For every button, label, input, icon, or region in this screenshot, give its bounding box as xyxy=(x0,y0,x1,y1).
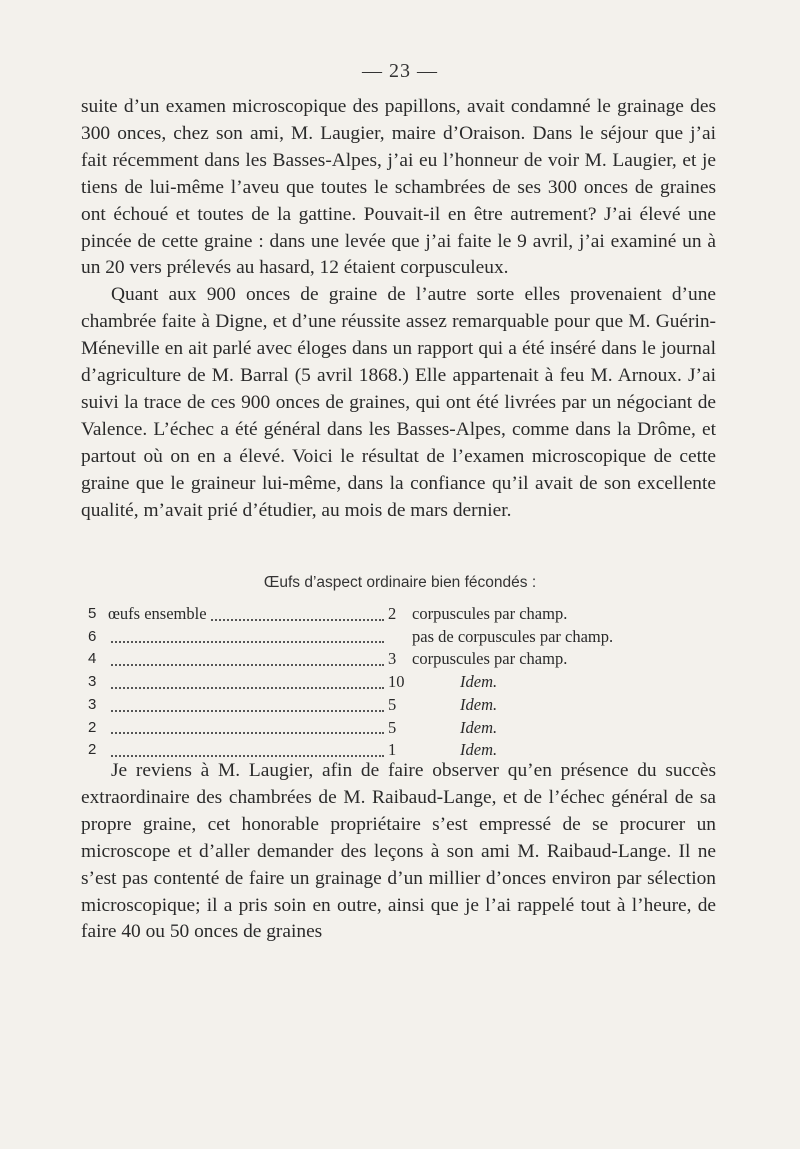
corpuscle-number: 1 xyxy=(388,740,397,760)
row-leader xyxy=(108,671,388,694)
row-label xyxy=(108,649,110,668)
row-leader xyxy=(108,717,388,740)
corpuscle-number xyxy=(388,626,412,649)
paragraph-1: suite d’un examen microscopique des papillons, avait condamné le grainage des 300 onces, chez son ami, M. Laugier, maire d’Oraison. Dans le séjour que j’ai fait récemment dans les Basses-Alpes, j’ai eu l’honneur de voir M. Laugier, et je tiens de lui-même l’aveu que toutes le schambrées de ses 300 onces de graines ont échoué et toutes de la gattine. Pouvait-il en être autrement? J’ai élevé une pincée de cette graine : dans une levée que j’ai faite le 9 avril, j’ai examiné un à un 20 vers prélevés au hasard, 12 étaient corpusculeux. xyxy=(81,96,716,279)
table-row xyxy=(88,694,728,717)
corpuscle-number: 5 xyxy=(388,717,397,737)
egg-count: 2 xyxy=(88,741,97,759)
row-result: Idem. xyxy=(460,717,498,737)
egg-count: 4 xyxy=(88,650,97,668)
row-result: Idem. xyxy=(460,694,498,714)
row-label xyxy=(108,672,110,691)
paragraph-2: Quant aux 900 onces de graine de l’autre sorte elles provenaient d’une chambrée faite à Digne, et d’une réussite assez remarquable pour que M. Guérin-Méneville en ait parlé avec éloges dans un rapport qui a été inséré dans le journal d’agriculture de M. Barral (5 avril 1868.) Elle appartenait à feu M. Arnoux. J’ai suivi la trace de ces 900 onces de graines, qui ont été livrées par un négociant de Valence. L’échec a été général dans les Basses-Alpes, comme dans la Drôme, et partout où on en a élevé. Voici le résultat de l’examen microscopique de cette graine que le graineur lui-même, dans la confiance qu’il avait de son excellente qualité, m’avait prié d’étudier, au mois de mars dernier. xyxy=(81,284,716,521)
row-label: œufs ensemble xyxy=(108,604,207,623)
closing-text xyxy=(81,758,716,946)
row-result: Idem. xyxy=(460,672,498,692)
row-leader xyxy=(108,694,388,717)
egg-count: 3 xyxy=(88,695,97,713)
corpuscle-number: 5 xyxy=(388,694,397,714)
body-text xyxy=(81,94,716,525)
table-row xyxy=(88,648,728,671)
row-leader xyxy=(108,648,388,671)
page-number: — 23 — xyxy=(362,60,438,82)
egg-count: 2 xyxy=(88,718,97,736)
table-row xyxy=(88,717,728,740)
row-leader xyxy=(108,603,388,626)
row-label xyxy=(108,718,110,737)
egg-count: 6 xyxy=(88,627,97,645)
row-result: pas de corpuscules par champ. xyxy=(412,626,614,646)
egg-count: 5 xyxy=(88,605,97,622)
row-label xyxy=(108,627,110,646)
row-leader xyxy=(108,626,388,649)
corpuscle-number: 2 xyxy=(388,604,397,623)
row-result: corpuscules par champ. xyxy=(412,649,568,669)
table-row xyxy=(88,626,728,649)
paragraph-3: Je reviens à M. Laugier, afin de faire observer qu’en présence du succès extraordinaire des chambrées de M. Raibaud-Lange, et de l’échec général de sa propre graine, cet honorable propriétaire s’est empressé de se procurer un microscope et d’aller demander des leçons à son ami M. Raibaud-Lange. Il ne s’est pas contenté de faire un grainage d’un millier d’onces environ par sélection microscopique; il a pris soin en outre, ainsi que je l’ai rappelé tout à l’heure, de faire 40 ou 50 onces de graines xyxy=(81,760,716,943)
row-label xyxy=(108,695,110,714)
corpuscle-number: 10 xyxy=(388,672,405,692)
row-label xyxy=(108,740,110,759)
row-result: corpuscules par champ. xyxy=(412,604,568,623)
table-caption: Œufs d’aspect ordinaire bien fécondés : xyxy=(263,574,537,591)
row-result: Idem. xyxy=(460,740,498,760)
egg-count: 3 xyxy=(88,673,97,691)
table-row xyxy=(88,671,728,694)
egg-examination-table xyxy=(88,603,728,762)
table-row xyxy=(88,603,728,626)
corpuscle-number: 3 xyxy=(388,649,397,669)
